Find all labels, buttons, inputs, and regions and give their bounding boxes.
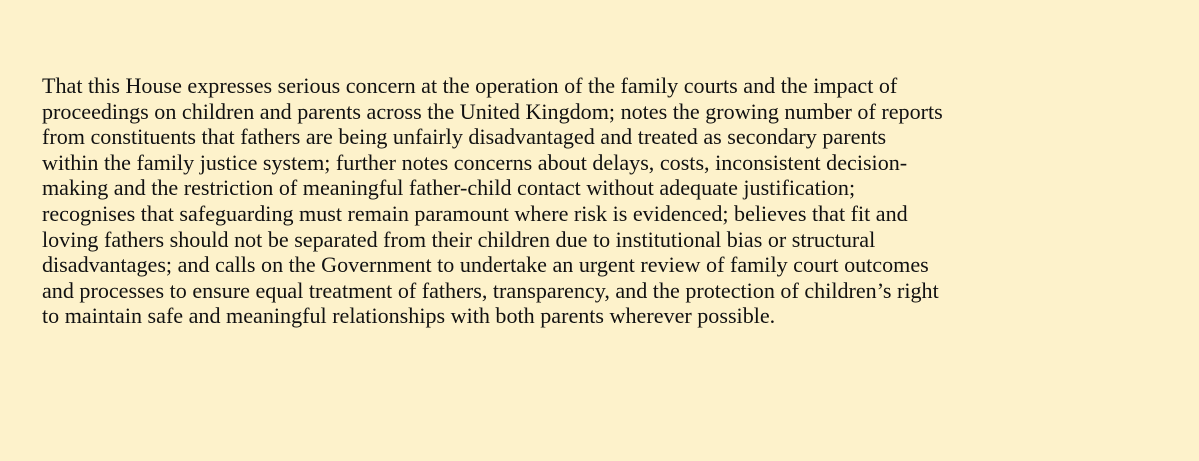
motion-line-9: and processes to ensure equal treatment of fathers, transparency, and the protection of children’s right xyxy=(42,277,939,303)
motion-line-1: That this House expresses serious concern at the operation of the family courts and the impact of xyxy=(42,73,898,98)
motion-line-8: disadvantages; and calls on the Government to undertake an urgent review of family court outcomes xyxy=(42,252,929,278)
motion-line-4: within the family justice system; further notes concerns about delays, costs, inconsistent decision- xyxy=(42,149,908,175)
motion-line-2: proceedings on children and parents across the United Kingdom; notes the growing number of reports xyxy=(42,98,943,124)
motion-line-7: loving fathers should not be separated from their children due to institutional bias or structural xyxy=(42,226,876,252)
motion-line-6: recognises that safeguarding must remain paramount where risk is evidenced; believes that fit and xyxy=(42,200,908,226)
motion-line-10: to maintain safe and meaningful relationships with both parents wherever possible. xyxy=(42,303,776,329)
motion-paragraph xyxy=(42,73,943,329)
motion-line-3: from constituents that fathers are being unfairly disadvantaged and treated as secondary parents xyxy=(42,124,887,150)
motion-line-5: making and the restriction of meaningful father-child contact without adequate justification; xyxy=(42,175,856,201)
